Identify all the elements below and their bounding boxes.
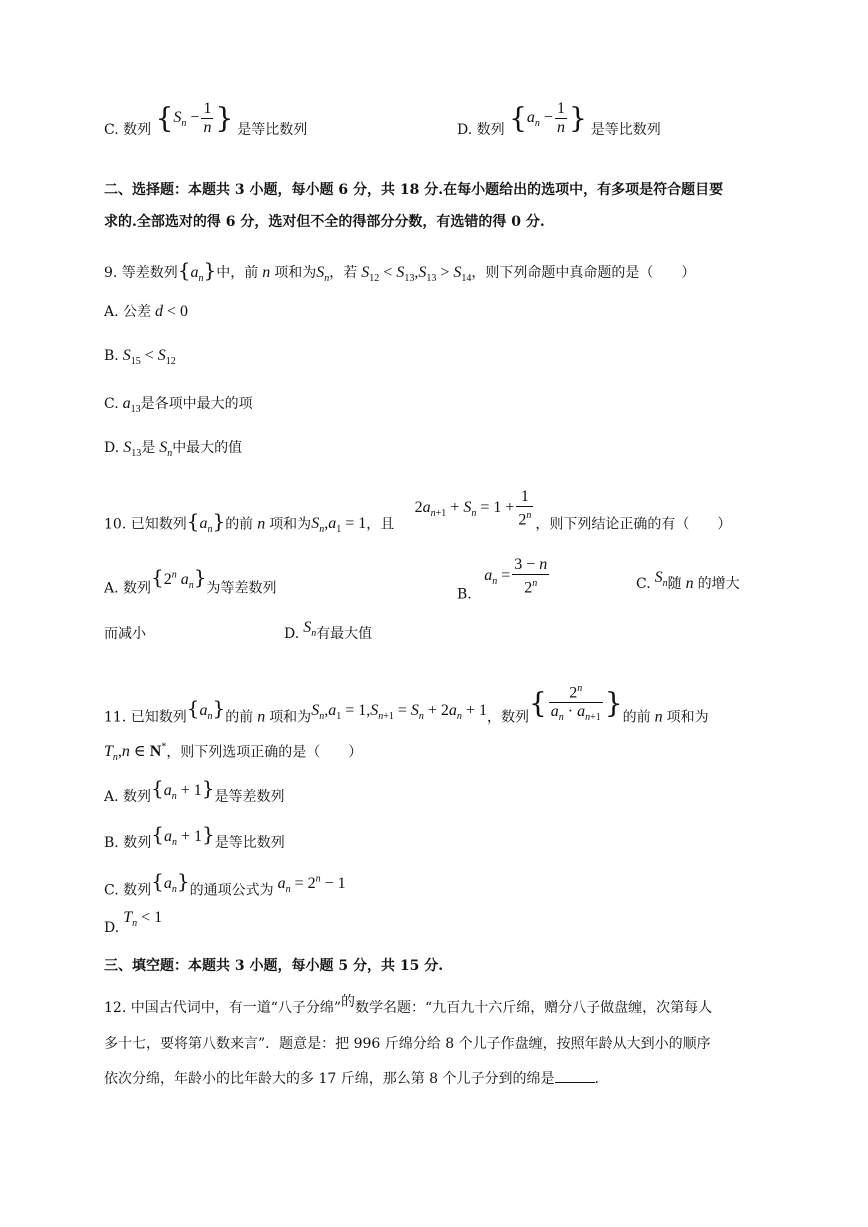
q9-suffix: ，则下列命题中真命题的是（ ） bbox=[471, 265, 696, 281]
section2-instructions-line2: 求的.全部选对的得 6 分，选对但不全的得部分分数，有选错的得 0 分. bbox=[104, 214, 545, 230]
q11-option-b-label: B. 数列 bbox=[104, 835, 152, 851]
q9-option-c-tail: 是各项中最大的项 bbox=[140, 396, 253, 412]
q11-stem-line2 bbox=[104, 738, 362, 769]
q11-seq-formula: $\{a_n\}$ bbox=[186, 696, 226, 723]
q8-option-d-label: D. 数列 bbox=[457, 122, 505, 139]
q12-line3-end: . bbox=[594, 1071, 599, 1087]
q10-stem bbox=[104, 488, 732, 545]
q12-line3-text: 依次分绵，年龄小的比年龄大的多 17 斤绵，那么第 8 个儿子分到的绵是 bbox=[104, 1071, 555, 1087]
q10-option-d bbox=[284, 619, 373, 650]
q11-mid2: 项和为 bbox=[269, 709, 312, 726]
q9-option-a bbox=[104, 302, 188, 322]
q11-option-b bbox=[104, 822, 285, 859]
q8-option-d-formula: {$a_n$ − $\frac{1}{n}$ } bbox=[509, 100, 587, 136]
q11-option-a bbox=[104, 776, 285, 813]
q9-option-b-label: B. bbox=[104, 348, 119, 364]
q11-line2-tail: ，则下列选项正确的是（ ） bbox=[166, 744, 363, 761]
q11-mid5: 项和为 bbox=[666, 709, 709, 726]
q9-option-a-formula: d < 0 bbox=[151, 303, 189, 320]
q10-option-c-mid: 随 bbox=[667, 576, 682, 592]
q11-option-c-mid: 的通项公式为 bbox=[189, 882, 274, 899]
q10-option-a-tail: 为等差数列 bbox=[206, 580, 277, 597]
q8-option-d-tail: 是等比数列 bbox=[590, 122, 661, 139]
q10-option-c-label: C. bbox=[636, 576, 651, 592]
q8-option-c-label: C. 数列 bbox=[104, 122, 152, 139]
section2-instructions-line1: 二、选择题：本题共 3 小题，每小题 6 分，共 18 分.在每小题给出的选项中，有多项是符合题目要 bbox=[104, 182, 724, 198]
q11-mid4: 的前 bbox=[622, 709, 651, 726]
q9-mid1: 中，前 bbox=[216, 265, 259, 281]
q8-option-c bbox=[104, 100, 308, 149]
q10-prefix: 10. 已知数列 bbox=[104, 516, 187, 533]
q11-option-c-seq: $\{a_n\}$ bbox=[151, 869, 190, 896]
q10-mid3: ，且 bbox=[366, 516, 395, 533]
q10-option-c-continuation: 而减小 bbox=[104, 626, 146, 642]
q11-prefix: 11. 已知数列 bbox=[104, 709, 187, 726]
q10-mid2: 项和为 bbox=[269, 516, 312, 533]
q11-n2: n bbox=[650, 708, 667, 726]
q10-option-b-label: B. bbox=[457, 586, 472, 603]
q11-option-a-tail: 是等差数列 bbox=[214, 789, 285, 805]
q9-stem bbox=[104, 260, 695, 289]
q9-option-d-mid: 是 bbox=[141, 440, 156, 456]
q12-line1c: 数学名题：“九百九十六斤绵，赠分八子做盘缠，次第每人 bbox=[355, 1000, 713, 1016]
q9-option-a-label: A. 公差 bbox=[104, 304, 152, 320]
q12-line2: 多十七，要将第八数来言”．题意是：把 996 斤绵分给 8 个儿子作盘缠，按照年龄从大到小的顺序 bbox=[104, 1036, 711, 1052]
q9-option-c-label: C. bbox=[104, 396, 119, 412]
q10-option-c-n: n bbox=[681, 575, 698, 592]
q11-stem-line1 bbox=[104, 683, 709, 742]
q10-option-d-sn: $S_n$ bbox=[299, 619, 317, 640]
q11-mid3: ，数列 bbox=[486, 709, 529, 726]
q9-mid2: 项和为 bbox=[274, 265, 317, 281]
q10-n: n bbox=[253, 515, 270, 533]
q11-option-c-label: C. 数列 bbox=[104, 882, 152, 899]
q11-option-d bbox=[104, 909, 163, 944]
q8-option-d bbox=[457, 100, 661, 149]
q10-mid1: 的前 bbox=[225, 516, 254, 533]
q11-option-b-tail: 是等比数列 bbox=[214, 835, 285, 851]
q10-sn: $S_n,a_1 = 1$ bbox=[311, 515, 367, 536]
q10-seq-formula: $\{a_n\}$ bbox=[186, 509, 226, 536]
q11-option-c-formula: $a_n = 2^n - 1$ bbox=[273, 874, 346, 896]
q12-line1 bbox=[104, 994, 713, 1018]
q9-prefix: 9. 等差数列 bbox=[104, 265, 178, 281]
q11-option-a-formula: $\{a_n + 1\}$ bbox=[151, 776, 215, 803]
q10-option-d-label: D. bbox=[284, 626, 300, 642]
q9-option-d-sn: $S_n$ bbox=[155, 439, 173, 460]
q11-option-d-label: D. bbox=[104, 920, 120, 936]
q12-answer-blank[interactable] bbox=[555, 1068, 595, 1083]
q9-option-c bbox=[104, 394, 253, 420]
q11-option-b-formula: $\{a_n + 1\}$ bbox=[151, 822, 215, 849]
q12-line3 bbox=[104, 1068, 599, 1089]
q11-seq2-formula: { $\frac{2^n}{a_n \cdot a_{n+1}}$ } bbox=[529, 694, 623, 711]
q10-option-d-tail: 有最大值 bbox=[316, 626, 373, 642]
q9-condition: $S_{12} < S_{13},S_{13} > S_{14}$ bbox=[357, 264, 472, 285]
q9-sn: $S_n$ bbox=[316, 264, 330, 285]
q10-option-a bbox=[104, 565, 277, 605]
q8-option-c-tail: 是等比数列 bbox=[237, 122, 308, 139]
q9-n: n bbox=[258, 264, 275, 281]
q10-option-a-label: A. 数列 bbox=[104, 580, 152, 597]
q9-option-d-formula: $S_{13}$ bbox=[119, 439, 142, 460]
section3-title: 三、填空题：本题共 3 小题，每小题 5 分，共 15 分. bbox=[104, 958, 444, 974]
q10-option-a-formula: {2$^n$ $a_n$} bbox=[151, 565, 207, 592]
q11-option-d-formula: $T_n < 1$ bbox=[119, 909, 163, 930]
q11-tn-formula: $T_n,n$ ∈ N* bbox=[104, 742, 167, 764]
q10-option-b bbox=[457, 556, 551, 615]
q9-option-b bbox=[104, 346, 176, 372]
q9-option-d bbox=[104, 438, 242, 464]
q12-line1a: 12. 中国古代词中，有一道“八子分绵” bbox=[104, 1000, 342, 1016]
q10-option-c-tail: 的增大 bbox=[697, 576, 740, 592]
q9-option-c-formula: $a_{13}$ bbox=[118, 395, 141, 416]
q10-option-c bbox=[636, 569, 740, 600]
q10-option-c-sn: $S_n$ bbox=[650, 569, 668, 590]
q11-mid1: 的前 bbox=[225, 709, 254, 726]
q10-condition: $2a_{n+1} + S_n = 1$ + $\frac{1}{2^n}$ bbox=[414, 488, 532, 529]
q11-option-c bbox=[104, 869, 346, 907]
q10-option-b-formula: $a_n$ = $\frac{3 - n}{2^n}$ bbox=[484, 556, 548, 597]
q11-condition: $S_n,a_1 = 1,S_{n+1} = S_n + 2a_n + 1$ bbox=[311, 702, 487, 723]
q9-mid3: ，若 bbox=[329, 265, 358, 281]
q8-option-c-formula: {$S_n$ − $\frac{1}{n}$ } bbox=[155, 100, 234, 136]
q9-option-d-tail: 中最大的值 bbox=[172, 440, 243, 456]
q11-option-a-label: A. 数列 bbox=[104, 789, 152, 805]
q9-option-b-formula: $S_{15} < S_{12}$ bbox=[118, 347, 176, 368]
q10-suffix: ，则下列结论正确的有（ ） bbox=[535, 516, 732, 533]
q9-seq-formula: $\{a_n\}$ bbox=[177, 258, 217, 285]
q12-line1b: 的 bbox=[341, 994, 356, 1010]
q11-n: n bbox=[253, 708, 270, 726]
q9-option-d-label: D. bbox=[104, 440, 120, 456]
